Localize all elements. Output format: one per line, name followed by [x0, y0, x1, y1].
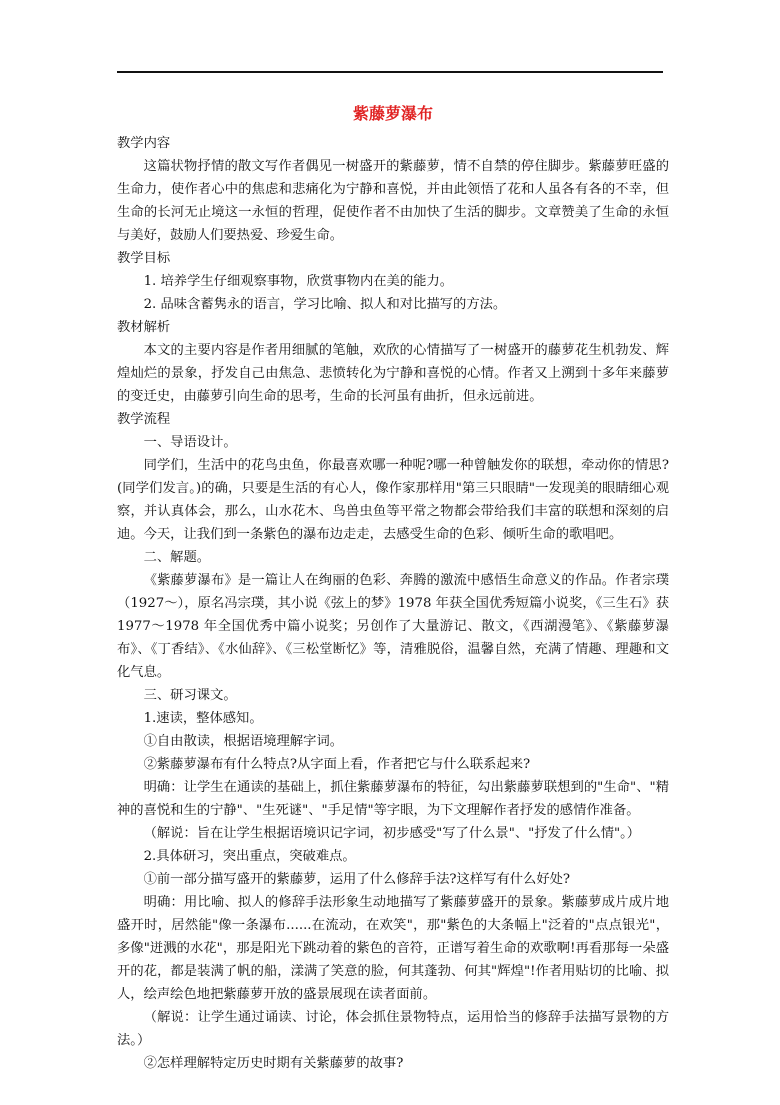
step-3-2: 2.具体研习，突出重点，突破难点。	[143, 849, 356, 864]
section-heading-flow: 教学流程	[117, 412, 171, 427]
step-1-heading: 一、导语设计。	[143, 435, 237, 450]
step-3-1b: ②紫藤萝瀑布有什么特点?从字面上看，作者把它与什么联系起来?	[143, 757, 531, 772]
step-3-1a: ①自由散读，根据语境理解字词。	[143, 734, 344, 749]
section-heading-goals: 教学目标	[117, 251, 171, 266]
section-heading-analysis: 教材解析	[117, 320, 171, 335]
step-3-1c: 明确：让学生在通读的基础上，抓住紫藤萝瀑布的特征，勾出紫藤萝联想到的"生命"、"精神的喜悦和生的宁静"、"生死谜"、"手足情"等字眼，为下文理解作者抒发的感情作准备。	[117, 780, 669, 818]
goal-item-2: 2. 品味含蓄隽永的语言，学习比喻、拟人和对比描写的方法。	[143, 297, 507, 312]
goal-item-1: 1. 培养学生仔细观察事物，欣赏事物内在美的能力。	[143, 274, 454, 289]
document-title: 紫藤萝瀑布	[352, 104, 433, 123]
document-body	[117, 96, 669, 1075]
step-3-1d: （解说：旨在让学生根据语境识记字词，初步感受"写了什么景"、"抒发了什么情"。）	[143, 826, 641, 841]
step-1-paragraph: 同学们，生活中的花鸟虫鱼，你最喜欢哪一种呢?哪一种曾触发你的联想，牵动你的情思?(同学们发言。)的确，只要是生活的有心人，像作家那样用"第三只眼睛"一发现美的眼睛细心观察，并认真体会，那么，山水花木、鸟兽虫鱼等平常之物都会带给我们丰富的联想和深刻的启迪。今天，让我们到一条紫色的瀑布边走走，去感受生命的色彩、倾听生命的歌唱吧。	[117, 458, 669, 542]
step-3-2d: ②怎样理解特定历史时期有关紫藤萝的故事?	[143, 1056, 404, 1071]
step-2-heading: 二、解题。	[143, 550, 211, 565]
step-3-2b: 明确：用比喻、拟人的修辞手法形象生动地描写了紫藤萝盛开的景象。紫藤萝成片成片地盛开时，居然能"像一条瀑布......在流动，在欢笑"，那"紫色的大条幅上"泛着的"点点银光"，多像"迸溅的水花"，那是阳光下跳动着的紫色的音符，正谱写着生命的欢歌啊!再看那每一朵盛开的花，都是装满了帆的船，漾满了笑意的脸，何其蓬勃、何其"辉煌"!作者用贴切的比喻、拟人，绘声绘色地把紫藤萝开放的盛景展现在读者面前。	[117, 895, 669, 1002]
step-3-1: 1.速读，整体感知。	[143, 711, 263, 726]
step-3-2a: ①前一部分描写盛开的紫藤萝，运用了什么修辞手法?这样写有什么好处?	[143, 872, 571, 887]
header-rule	[117, 71, 663, 73]
step-3-2c: （解说：让学生通过诵读、讨论，体会抓住景物特点，运用恰当的修辞手法描写景物的方法。）	[117, 1010, 669, 1048]
section-heading-content: 教学内容	[117, 136, 171, 151]
step-3-heading: 三、研习课文。	[143, 688, 237, 703]
paragraph-analysis: 本文的主要内容是作者用细腻的笔触，欢欣的心情描写了一树盛开的藤萝花生机勃发、辉煌灿烂的景象，抒发自己由焦急、悲愤转化为宁静和喜悦的心情。作者又上溯到十多年来藤萝的变迁史，由藤萝引向生命的思考，生命的长河虽有曲折，但永远前进。	[117, 343, 669, 404]
paragraph-content: 这篇状物抒情的散文写作者偶见一树盛开的紫藤萝，情不自禁的停住脚步。紫藤萝旺盛的生命力，使作者心中的焦虑和悲痛化为宁静和喜悦，并由此领悟了花和人虽各有各的不幸，但生命的长河无止境这一永恒的哲理，促使作者不由加快了生活的脚步。文章赞美了生命的永恒与美好，鼓励人们要热爱、珍爱生命。	[117, 159, 669, 243]
step-2-paragraph: 《紫藤萝瀑布》是一篇让人在绚丽的色彩、奔腾的激流中感悟生命意义的作品。作者宗璞（1927～），原名冯宗璞，其小说《弦上的梦》1978 年获全国优秀短篇小说奖，《三生石》获 1977～1978 年全国优秀中篇小说奖；另创作了大量游记、散文，《西湖漫笔》、《紫藤萝瀑布》、《丁香结》、《水仙辞》、《三松堂断忆》等，清雅脱俗，温馨自然，充满了情趣、理趣和文化气息。	[117, 573, 669, 680]
